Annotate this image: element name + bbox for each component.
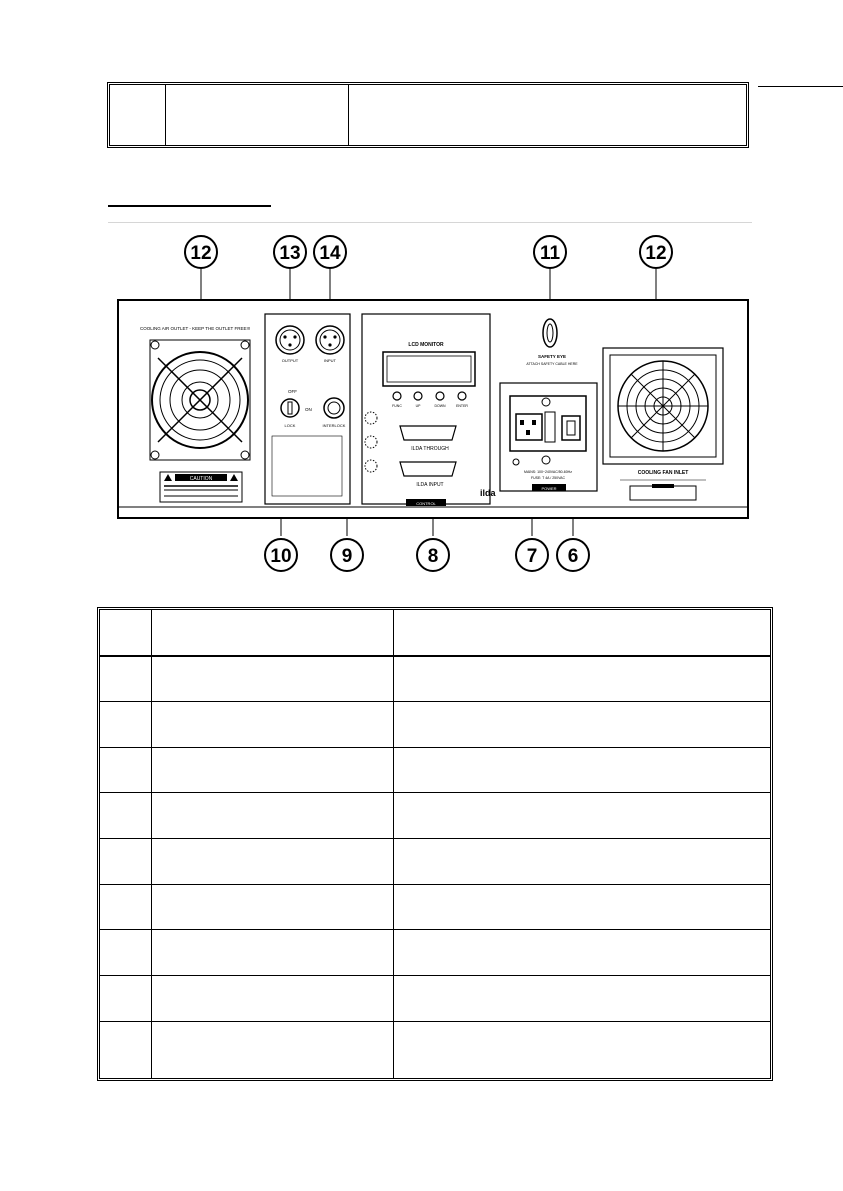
svg-text:COOLING FAN INLET: COOLING FAN INLET	[637, 470, 689, 476]
power-panel	[500, 383, 597, 491]
section-rule	[108, 222, 752, 223]
section-heading-underline	[108, 205, 271, 207]
top-table-divider	[165, 85, 166, 145]
lcd-display	[383, 352, 475, 386]
svg-text:UP: UP	[415, 404, 421, 408]
ilda-input-connector	[400, 462, 456, 476]
parts-table-divider	[393, 610, 394, 1078]
callout-7	[516, 539, 548, 571]
svg-text:6: 6	[567, 546, 579, 567]
svg-text:11: 11	[539, 243, 561, 264]
svg-text:8: 8	[427, 546, 439, 567]
callout-9	[331, 539, 363, 571]
power-switch	[562, 416, 580, 440]
top-table	[107, 82, 749, 148]
callout-13	[274, 236, 306, 268]
svg-text:ILDA INPUT: ILDA INPUT	[416, 482, 444, 488]
callout-12-right	[640, 236, 672, 268]
svg-text:DOWN: DOWN	[434, 404, 446, 408]
svg-text:13: 13	[279, 243, 301, 264]
callout-6	[557, 539, 589, 571]
callout-11	[534, 236, 566, 268]
svg-text:7: 7	[526, 546, 538, 567]
svg-text:ATTACH SAFETY CABLE HERE: ATTACH SAFETY CABLE HERE	[526, 362, 578, 366]
svg-text:LCD MONITOR: LCD MONITOR	[408, 342, 444, 348]
cooling-air-outlet-label: COOLING AIR OUTLET - KEEP THE OUTLET FREE!!!	[140, 326, 251, 331]
svg-text:10: 10	[270, 546, 292, 567]
svg-text:CAUTION: CAUTION	[189, 476, 213, 482]
svg-text:INPUT: INPUT	[324, 358, 336, 363]
svg-text:CONTROL: CONTROL	[416, 501, 436, 506]
svg-text:ILDA THROUGH: ILDA THROUGH	[411, 446, 449, 452]
control-panel	[362, 314, 496, 506]
svg-text:POWER: POWER	[541, 486, 557, 491]
caution-label	[160, 472, 242, 502]
svg-text:12: 12	[190, 243, 212, 264]
parts-table-divider	[151, 610, 152, 1078]
svg-text:SAFETY EYE: SAFETY EYE	[538, 354, 566, 359]
parts-table	[97, 607, 773, 1081]
svg-text:LOCK: LOCK	[284, 423, 296, 428]
page-top-rule	[758, 86, 843, 87]
svg-text:ilda: ilda	[480, 488, 496, 498]
svg-text:9: 9	[341, 546, 353, 567]
callout-10	[265, 539, 297, 571]
svg-text:OUTPUT: OUTPUT	[281, 358, 299, 363]
rear-panel-figure	[100, 228, 760, 588]
svg-text:INTERLOCK: INTERLOCK	[322, 423, 346, 428]
callout-12-left	[185, 236, 217, 268]
dmx-interlock-panel	[265, 314, 350, 504]
svg-text:14: 14	[319, 243, 341, 264]
svg-text:12: 12	[645, 243, 667, 264]
svg-text:ENTER: ENTER	[456, 404, 468, 408]
svg-text:ON: ON	[305, 407, 312, 412]
svg-text:MAINS: 100~240VAC/50-60Hz: MAINS: 100~240VAC/50-60Hz	[524, 470, 572, 474]
parts-table-header-rule	[100, 655, 770, 657]
callout-14	[314, 236, 346, 268]
svg-text:OFF: OFF	[288, 389, 297, 394]
top-table-divider	[348, 85, 349, 145]
callout-8	[417, 539, 449, 571]
svg-text:FUSE: T 4A / 250VAC: FUSE: T 4A / 250VAC	[530, 476, 566, 480]
iec-power-inlet	[516, 414, 542, 440]
svg-text:FUNC: FUNC	[392, 404, 402, 408]
ilda-through-connector	[400, 426, 456, 440]
